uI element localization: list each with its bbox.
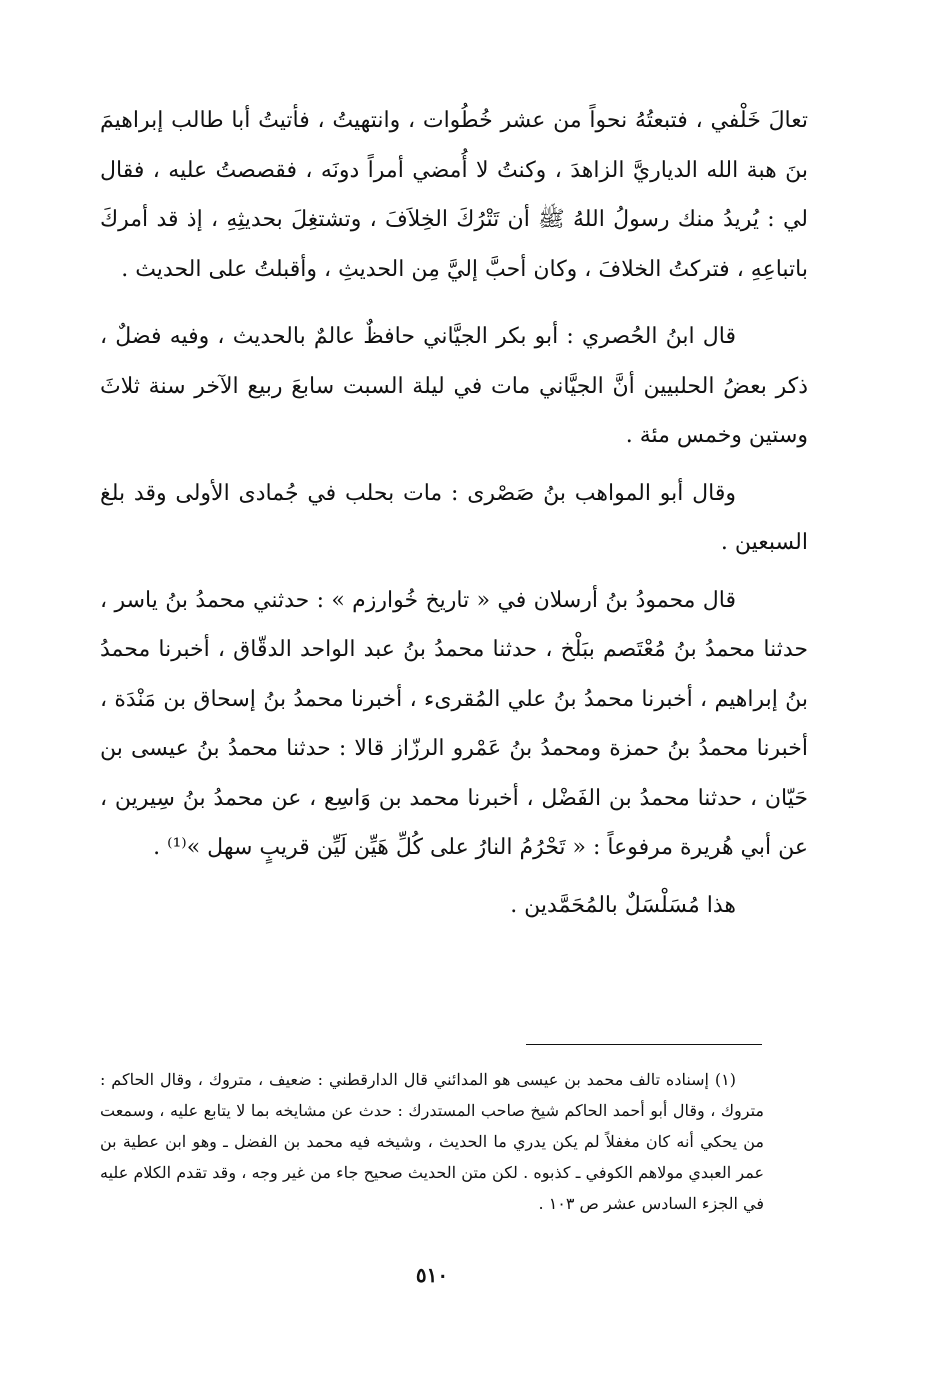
- main-text: [100, 96, 808, 930]
- paragraph-ibn-al-husri: قال ابنُ الحُصري : أبو بكر الجيَّاني حافظٌ عالمٌ بالحديث ، وفيه فضلٌ ، ذكر بعضُ الحلبيين أنَّ الجيَّاني مات في ليلة السبت سابعَ ربيع الآخر سنة ثلاثَ وستين وخمس مئة .: [100, 324, 808, 448]
- footnote-divider: [526, 1044, 762, 1045]
- paragraph-story: تعالَ خَلْفي ، فتبعتُهُ نحواً من عشر خُطُوات ، وانتهيتُ ، فأتيتُ أبا طالب إبراهيمَ بنَ هبة الله الدياريَّ الزاهدَ ، وكنتُ لا أُمضي أمراً دونَه ، فقصصتُ عليه ، فقال لي : يُريدُ منك رسولُ اللهُ ﷺ أن تَتْرُكَ الخِلاَفَ ، وتشتغِلَ بحديثِهِ ، إذ قد أمركَ باتباعِهِ ، فتركتُ الخلافَ ، وكان أحبَّ إليَّ مِن الحديثِ ، وأقبلتُ على الحديث .: [100, 108, 808, 282]
- paragraph-musalsal: هذا مُسَلْسَلٌ بالمُحَمَّدين .: [510, 892, 736, 918]
- page-number: ٥١٠: [415, 1263, 449, 1287]
- paragraph-abu-al-mawahib: وقال أبو المواهب بنُ صَصْرى : مات بحلب في جُمادى الأولى وقد بلغ السبعين .: [100, 480, 808, 555]
- paragraph-hadith-chain: قال محمودُ بنُ أرسلان في « تاريخ خُوارزم » : حدثني محمدُ بنُ ياسر ، حدثنا محمدُ بنُ مُعْتَصم ببَلْخ ، حدثنا محمدُ بنُ عبد الواحد الدقّاق ، أخبرنا محمدُ بنُ إبراهيم ، أخبرنا محمدُ بنُ علي المُقرىء ، أخبرنا محمدُ بنُ إسحاق بن مَنْدَة ، أخبرنا محمدُ بنُ حمزة ومحمدُ بنُ عَمْرو الرزّاز قالا : حدثنا محمدُ بنُ عيسى بن حَيّان ، حدثنا محمدُ بن الفَضْل ، أخبرنا محمد بن وَاسِع ، عن محمدُ بنُ سِيرين ، عن أبي هُريرة مرفوعاً : « تَحْرُمُ النارُ على كُلِّ هَيِّن لَيِّن قريبٍ سهل »⁽¹⁾ .: [100, 587, 808, 860]
- footnote: (١) إسناده تالف محمد بن عيسى هو المدائني قال الدارقطني : ضعيف ، متروك ، وقال الحاكم : متروك ، وقال أبو أحمد الحاكم شيخ صاحب المستدرك : حدث عن مشايخه بما لا يتابع عليه ، وسمعت من يحكي أنه كان مغفلاً لم يكن يدري ما الحديث ، وشيخه فيه محمد بن الفضل ـ وهو ابن عطية بن عمر العبدي مولاهم الكوفي ـ كذبوه . لكن متن الحديث صحيح جاء من غير وجه ، وقد تقدم الكلام عليه في الجزء السادس عشر ص ١٠٣ .: [100, 1070, 764, 1213]
